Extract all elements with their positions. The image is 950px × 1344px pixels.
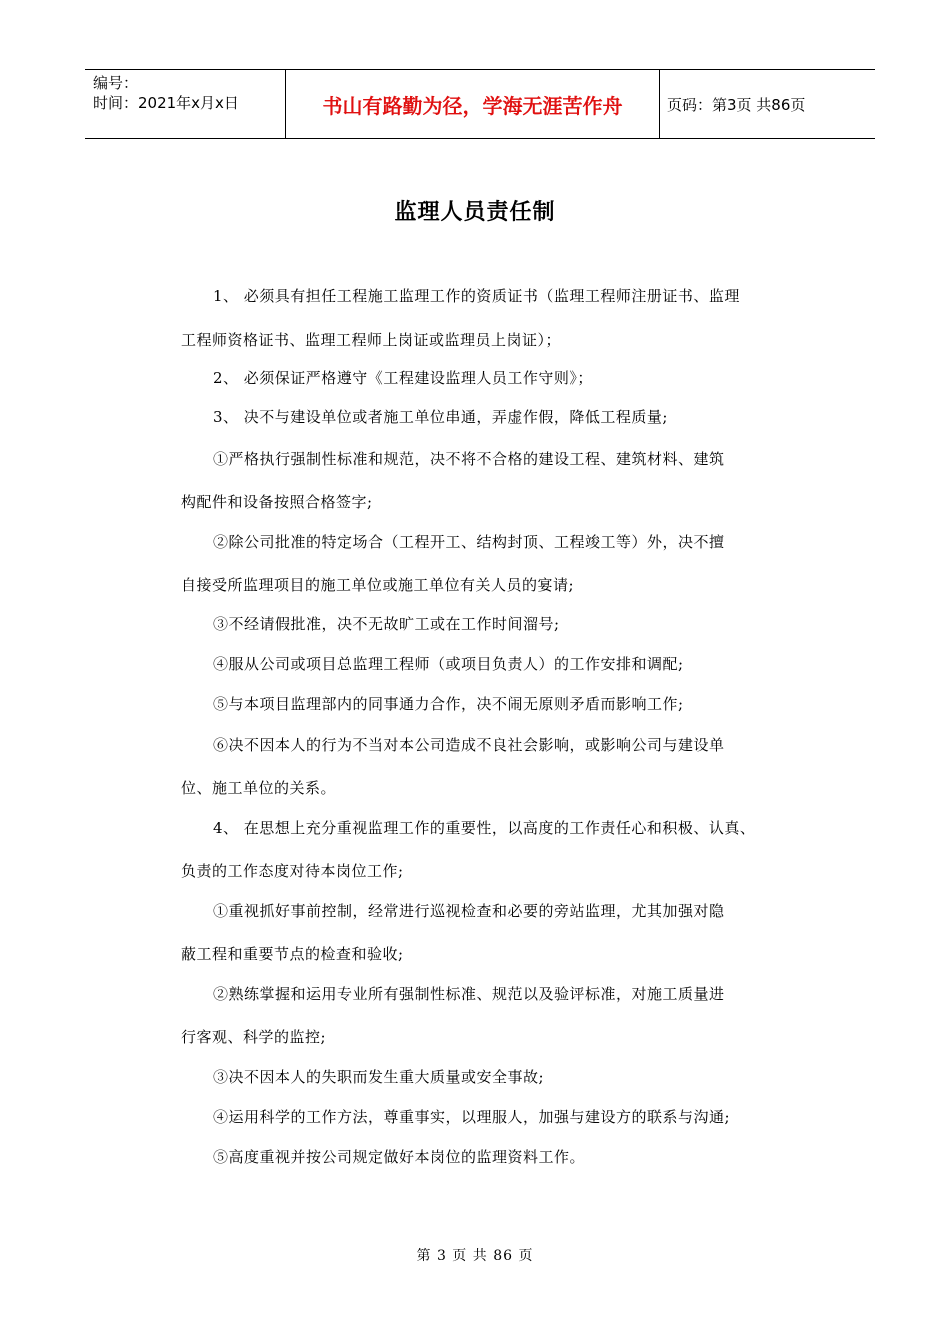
document-title: 监理人员责任制: [394, 200, 556, 225]
paragraph-line: ⑤与本项目监理部内的同事通力合作，决不闹无原则矛盾而影响工作;: [213, 695, 684, 713]
header-motto: 书山有路勤为径，学海无涯苦作舟: [285, 70, 660, 138]
paragraph-line: 蔽工程和重要节点的检查和验收;: [181, 945, 404, 963]
paragraph-line: ③决不因本人的失职而发生重大质量或安全事故;: [213, 1068, 545, 1086]
paragraph-line: 工程师资格证书、监理工程师上岗证或监理员上岗证）；: [181, 331, 562, 349]
paragraph-line: ①严格执行强制性标准和规范，决不将不合格的建设工程、建筑材料、建筑: [213, 450, 725, 468]
paragraph-line: 位、施工单位的关系。: [181, 779, 337, 797]
paragraph-line: ②除公司批准的特定场合（工程开工、结构封顶、工程竣工等）外，决不擅: [213, 533, 725, 551]
paragraph-line: ④服从公司或项目总监理工程师（或项目负责人）的工作安排和调配;: [213, 655, 684, 673]
header-page-info: 页码：第3页 共86页: [667, 95, 806, 114]
paragraph-line: ⑤高度重视并按公司规定做好本岗位的监理资料工作。: [213, 1148, 586, 1166]
page-header: [85, 69, 875, 139]
paragraph-line: ③不经请假批准，决不无故旷工或在工作时间溜号;: [213, 615, 560, 633]
paragraph-line: ⑥决不因本人的行为不当对本公司造成不良社会影响，或影响公司与建设单: [213, 736, 725, 754]
number-label: 编号：: [93, 74, 139, 92]
paragraph-line: ④运用科学的工作方法，尊重事实，以理服人，加强与建设方的联系与沟通;: [213, 1108, 731, 1126]
paragraph-line: 2、 必须保证严格遵守《工程建设监理人员工作守则》；: [213, 369, 593, 387]
paragraph-line: 4、 在思想上充分重视监理工作的重要性，以高度的工作责任心和积极、认真、: [213, 819, 756, 837]
paragraph-line: 3、 决不与建设单位或者施工单位串通，弄虚作假，降低工程质量;: [213, 408, 668, 426]
paragraph-line: 自接受所监理项目的施工单位或施工单位有关人员的宴请;: [181, 576, 575, 594]
time-label: 时间：2021年x月x日: [93, 94, 239, 112]
header-meta: [85, 70, 285, 138]
paragraph-line: ②熟练掌握和运用专业所有强制性标准、规范以及验评标准，对施工质量进: [213, 985, 725, 1003]
paragraph-line: 构配件和设备按照合格签字;: [181, 493, 373, 511]
paragraph-line: ①重视抓好事前控制，经常进行巡视检查和必要的旁站监理，尤其加强对隐: [213, 902, 725, 920]
page-footer: 第 3 页 共 86 页: [416, 1248, 534, 1264]
paragraph-line: 负责的工作态度对待本岗位工作;: [181, 862, 404, 880]
paragraph-line: 行客观、科学的监控;: [181, 1028, 327, 1046]
paragraph-line: 1、 必须具有担任工程施工监理工作的资质证书（监理工程师注册证书、监理: [213, 287, 740, 305]
